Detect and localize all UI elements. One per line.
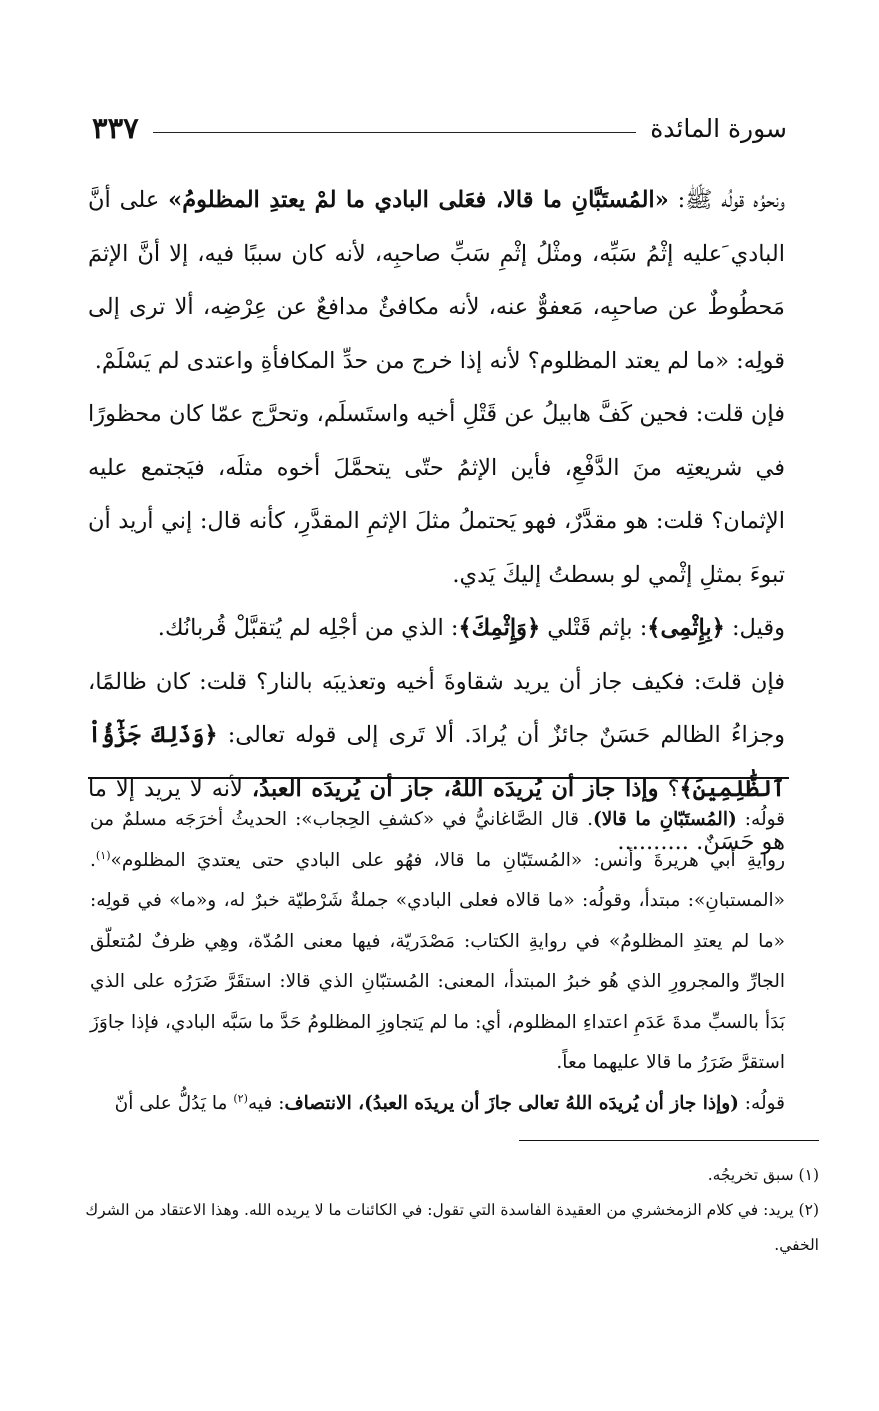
footnotes (80, 1158, 819, 1263)
text-run: . قال الصَّاغانيُّ في «كشفِ الحِجاب»: الحديثُ أخرَجَه مسلمٌ من روايةِ أبي هريرةَ وأنس: «المُستَبّانِ ما قالا، فهُو على البادي حتى يعتديَ المظلوم» (90, 809, 785, 871)
footnote-2: (٢) يريد: في كلام الزمخشري من العقيدة الفاسدة التي تقول: في الكائنات ما لا يريده الله. وهذا الاعتقاد من الشرك الخفي. (85, 1201, 819, 1254)
footnote-ref[interactable]: (١) (95, 848, 111, 862)
text-run: ؟ (658, 775, 680, 802)
main-paragraph-1 (88, 174, 785, 388)
main-paragraph-2: فإن قلت: فحين كَفَّ هابيلُ عن قَتْلِ أخيه واستَسلَم، وتحرَّج عمّا كان محظورًا في شريعتِه منَ الدَّفْعِ، فأين الإثمُ حتّى يتحمَّلَ أخوه مثلَه، فيَجتمع عليه الإثمان؟ قلت: هو مقدَّرٌ، فهو يَحتملُ مثلَ الإثمِ المقدَّرِ، كأنه قال: إني أريد أن تبوءَ بمثلِ إثْمي لو بسطتُ إليكَ يَدي. (88, 401, 785, 588)
footnote-ref[interactable]: (٢) (233, 1091, 248, 1105)
text-run: فإن قلتَ: فكيف جاز أن يريد شقاوةَ أخيه وتعذيبَه بالنار؟ قلت: كان ظالمًا، وجزاءُ الظالم حَسَنٌ جائزٌ أن يُرادَ. ألا تَرى إلى قوله تعالى: (88, 668, 785, 748)
main-paragraph-3 (88, 602, 785, 656)
running-header (92, 108, 787, 148)
text-run: : بإثم قَتْلي (540, 615, 648, 641)
footnote-1: (١) سبق تخريجُه. (707, 1166, 819, 1184)
text-run: : الذي من أجْلِه لم يُتقبَّلْ قُربانُك. (157, 615, 459, 641)
hadith-quote: «المُستَبَّانِ ما قالا، فعَلى البادي ما لمْ يعتدِ المظلومُ» (168, 187, 669, 213)
text-run: : فيه (247, 1092, 285, 1114)
quran-citation: ﴿وَإِثْمِكَ﴾ (458, 615, 541, 641)
quran-citation: ﴿وَذَلِكَ جَزَٰٓؤُاْ ٱلظَّٰلِمِينَ﴾ (88, 722, 786, 802)
main-separator (88, 777, 789, 779)
text-run: قولُه: (738, 1092, 785, 1114)
text-run: قولُه: (736, 809, 785, 830)
text-run: وقيل: (724, 615, 785, 641)
sura-title: سورة المائدة (650, 113, 787, 143)
page-number: ٣٣٧ (92, 111, 139, 145)
commentary-paragraph-1 (90, 800, 785, 1084)
quran-citation: ﴿بِإِثْمِى﴾ (647, 615, 725, 641)
text-run: ما يَدُلُّ على أنّ (114, 1092, 234, 1114)
commentary-lemma: (المُستَبّانِ ما قالا) (592, 809, 737, 830)
main-text (88, 174, 785, 870)
text-run: على أنَّ البادي َعليه إثْمُ سَبِّه، ومثْلُ إثْمِ سَبِّ صاحبِه، لأنه كان سببًا فيه، إلا أنَّ الإثمَ مَحطُوطٌ عن صاحبِه، مَعفوٌّ عنه، لأنه مكافئٌ مدافعٌ عن عِرْضِه، ألا ترى إلى قولِه: «ما لم يعتد المظلوم؟ لأنه إذا خرج من حدِّ المكافأةِ واعتدى لم يَسْلَمْ. (88, 187, 785, 374)
commentary-lemma: (وإذا جاز أن يُريدَه اللهُ تعالى جازَ أن يريدَه العبدُ)، الانتصاف (284, 1092, 739, 1114)
commentary-text (90, 800, 785, 1124)
bold-statement: وإذا جاز أن يُريدَه اللهُ، جاز أن يُريدَه العبدُ، (251, 775, 659, 802)
text-run: لأنه لا يريد إلا ما هو حَسَنٌ. .......... (88, 775, 785, 855)
text-run: . «المستبانِ»: مبتدأ، وقولُه: «ما قالاه فعلى البادي» جملةٌ شَرْطيّة خبرٌ له، و«ما» في قولِه: «ما لم يعتدِ المظلومُ» في روايةِ الكتاب: مَصْدَريّة، فيها معنى المُدّة، وهِي ظرفٌ لمُتعلّق الجارِّ والمجرورِ الذي هُو خبرُ المبتدأ، المعنى: المُستبّانِ الذي قالا: استقَرَّ ضَرَرُه على الذي بَدَأ بالسبِّ مدةَ عَدَمِ اعتداءِ المظلوم، أي: ما لم يَتجاوزِ المظلومُ حَدَّ ما سَبَّه البادي، فإذا جاوَزَ استقرَّ ضَرَرُ ما قالا عليهما معاً. (90, 849, 785, 1073)
commentary-paragraph-2 (90, 1084, 785, 1125)
header-rule (153, 132, 636, 133)
text-run: ونحوُه قولُه ﷺ: (668, 187, 786, 213)
footnote-separator (519, 1140, 819, 1141)
